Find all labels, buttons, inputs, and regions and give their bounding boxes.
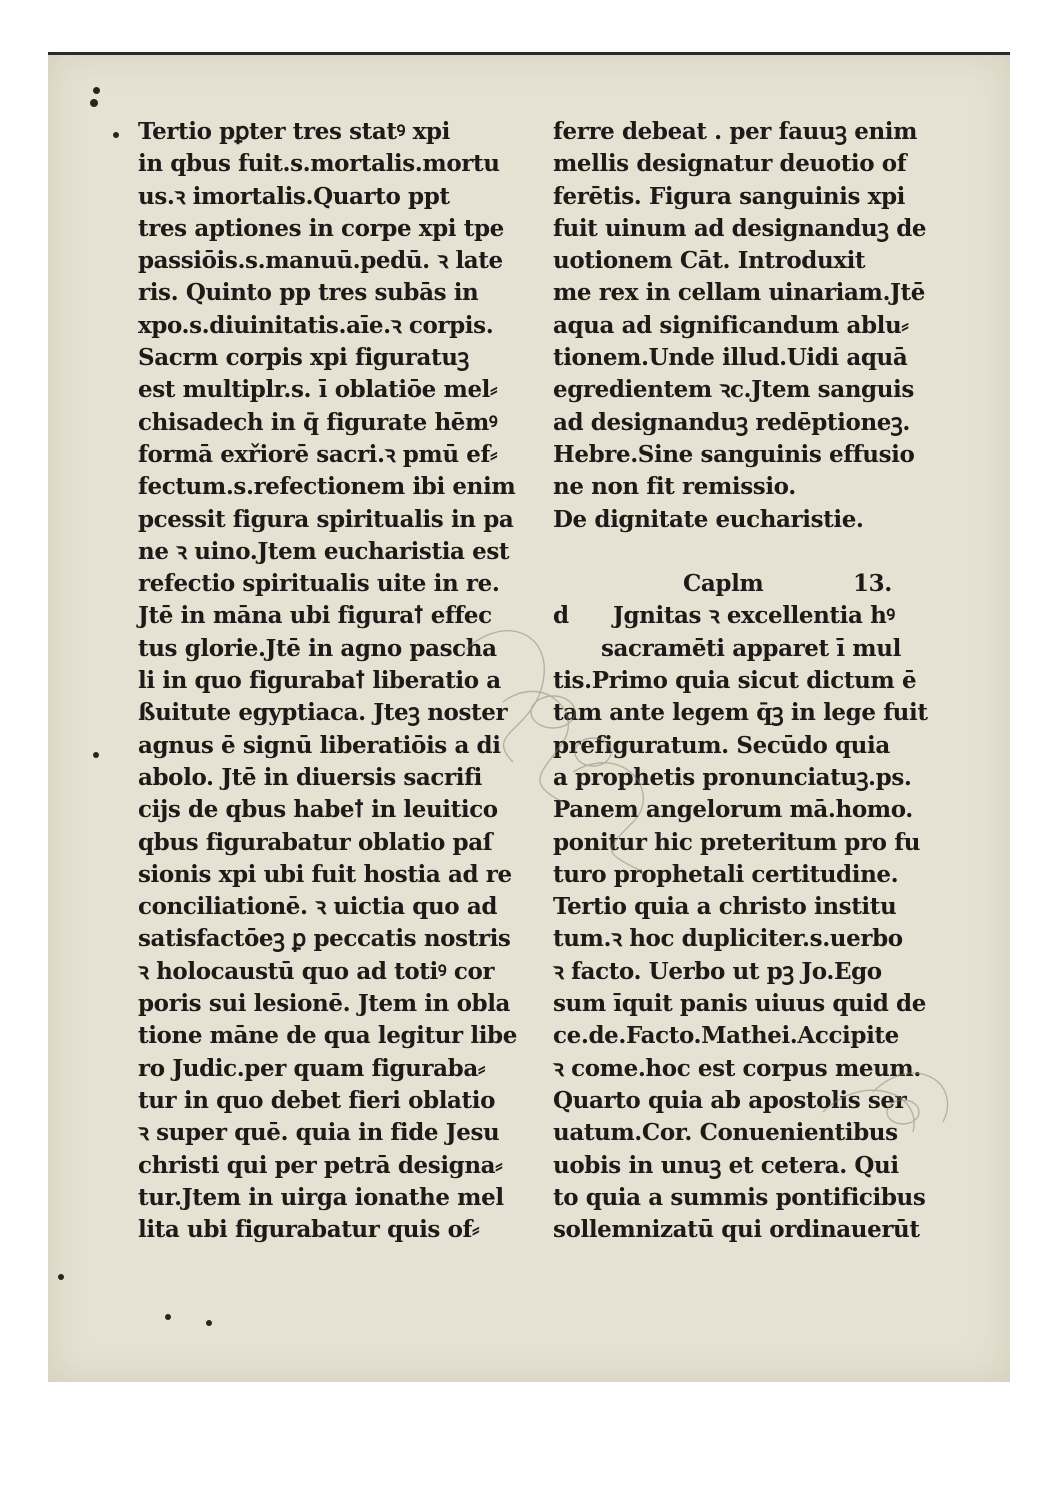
right-column-top-text bbox=[553, 116, 927, 536]
right-column-bottom-line: uatum.Cor. Conuenientibus bbox=[553, 1119, 898, 1147]
guide-letter: d bbox=[553, 602, 569, 630]
left-column-line: Sacrm corpis xpi figuratuꝫ bbox=[138, 344, 469, 372]
right-column-top-line: ne non fit remissio. bbox=[553, 473, 796, 501]
left-column-line: tres aptiones in corpe xpi tpe bbox=[138, 214, 504, 242]
right-column-bottom-line: tis.Primo quia sicut dictum ē bbox=[553, 667, 917, 695]
right-column-bottom-line: ꝛ come.hoc est corpus meum. bbox=[553, 1054, 921, 1082]
right-column-top-line: uotionem Cāt. Introduxit bbox=[553, 247, 866, 275]
right-text-column bbox=[553, 116, 928, 1246]
ink-dot bbox=[206, 1320, 212, 1326]
right-column-bottom-line: sum īquit panis uiuus quid de bbox=[553, 990, 926, 1018]
left-column-line: tus glorie.Jtē in agno pascha bbox=[138, 634, 497, 662]
right-column-bottom-line: Panem angelorum mā.homo. bbox=[553, 796, 913, 824]
left-column-line: passiōis.s.manuū.pedū. ꝛ late bbox=[138, 247, 503, 275]
left-column-line: xpo.s.diuinitatis.aīe.ꝛ corpis. bbox=[138, 311, 494, 339]
right-column-bottom-line: ce.de.Facto.Mathei.Accipite bbox=[553, 1022, 899, 1050]
right-column-bottom-line: tum.ꝛ hoc dupliciter.s.uerbo bbox=[553, 925, 903, 953]
left-column-line: ꝛ super quē. quia in fide Jesu bbox=[138, 1119, 500, 1147]
left-text-column bbox=[138, 116, 517, 1246]
left-column-line: li in quo figurabaꝉ liberatio a bbox=[138, 667, 501, 695]
right-column-bottom-line: sacramēti apparet ī mul bbox=[601, 634, 901, 662]
left-column-line: qbus figurabatur oblatio paſ bbox=[138, 828, 493, 856]
right-column-bottom-line: tam ante legem q̄ꝫ in lege fuit bbox=[553, 699, 928, 727]
left-column-line: ris. Quinto pp tres subās in bbox=[138, 279, 479, 307]
chapter-heading bbox=[553, 568, 903, 600]
left-column-line: agnus ē signū liberatiōis a di bbox=[138, 731, 501, 759]
right-column-bottom-line: uobis in unuꝫ et cetera. Qui bbox=[553, 1151, 899, 1179]
chapter-opening-line bbox=[553, 600, 903, 632]
right-column-top-line: De dignitate eucharistie. bbox=[553, 505, 864, 533]
left-column-line: fectum.s.refectionem ibi enim bbox=[138, 473, 516, 501]
left-column-line: poris sui lesionē. Jtem in obla bbox=[138, 990, 511, 1018]
left-column-line: formā exřiorē sacri.ꝛ pmū ef⸗ bbox=[138, 440, 498, 468]
left-column-line: cijs de qbus habeꝉ in leuitico bbox=[138, 796, 498, 824]
right-column-bottom-line: to quia a summis pontificibus bbox=[553, 1183, 926, 1211]
ink-dot bbox=[58, 1274, 64, 1280]
right-column-top-line: egredientem ꝛc.Jtem sanguis bbox=[553, 376, 914, 404]
blank-line bbox=[553, 536, 903, 568]
left-column-line: refectio spiritualis uite in re. bbox=[138, 570, 500, 598]
ink-dot bbox=[165, 1314, 171, 1320]
left-column-line: ro Judic.per quam figuraba⸗ bbox=[138, 1054, 486, 1082]
ink-dot bbox=[93, 752, 99, 758]
right-column-top-line: aqua ad significandum ablu⸗ bbox=[553, 311, 909, 339]
right-column-bottom-text bbox=[553, 633, 928, 1247]
right-column-bottom-line: turo prophetali certitudine. bbox=[553, 860, 899, 888]
chapter-number: 13. bbox=[853, 570, 892, 598]
manuscript-page bbox=[48, 52, 1010, 1382]
right-column-top-line: mellis designatur deuotio of bbox=[553, 150, 907, 178]
right-column-top-line: ad designanduꝫ redēptioneꝫ. bbox=[553, 408, 910, 436]
right-column-bottom-line: sollemnizatū qui ordinauerūt bbox=[553, 1216, 920, 1244]
left-column-line: tione māne de qua legitur libe bbox=[138, 1022, 517, 1050]
left-column-line: tur.Jtem in uirga ionathe mel bbox=[138, 1183, 504, 1211]
right-column-top-line: Hebre.Sine sanguinis effusio bbox=[553, 440, 915, 468]
left-column-line: conciliationē. ꝛ uictia quo ad bbox=[138, 893, 498, 921]
opening-line-text: Jgnitas ꝛ excellentia hꝰ bbox=[613, 602, 895, 630]
right-column-bottom-line: ponitur hic preteritum pro fu bbox=[553, 828, 921, 856]
left-column-line: abolo. Jtē in diuersis sacrifi bbox=[138, 763, 482, 791]
right-column-bottom-line: Tertio quia a christo institu bbox=[553, 893, 897, 921]
left-column-line: ßuitute egyptiaca. Jteꝫ noster bbox=[138, 699, 508, 727]
left-column-line: Tertio pꝑter tres statꝰ xpi bbox=[138, 118, 450, 145]
left-column-line: ne ꝛ uino.Jtem eucharistia est bbox=[138, 537, 510, 565]
ink-dot bbox=[90, 99, 98, 107]
left-column-line: tur in quo debet fieri oblatio bbox=[138, 1086, 496, 1114]
right-column-bottom-line: Quarto quia ab apostolis ser bbox=[553, 1086, 907, 1114]
left-column-line: ꝛ holocaustū quo ad totiꝰ cor bbox=[138, 957, 495, 985]
right-column-bottom-line: prefiguratum. Secūdo quia bbox=[553, 731, 890, 759]
chapter-title: Caplm bbox=[683, 570, 764, 598]
right-column-bottom-line: a prophetis pronunciatuꝫ.ps. bbox=[553, 763, 912, 791]
right-column-top-line: tionem.Unde illud.Uidi aquā bbox=[553, 344, 908, 372]
left-column-line: sionis xpi ubi fuit hostia ad re bbox=[138, 860, 512, 888]
left-column-line: christi qui per petrā designa⸗ bbox=[138, 1151, 503, 1179]
right-column-top-line: ferre debeat . per fauuꝫ enim bbox=[553, 118, 918, 145]
left-column-line: chisadech in q̄ figurate hēmꝰ bbox=[138, 408, 498, 436]
left-column-line: in qbus fuit.s.mortalis.mortu bbox=[138, 150, 500, 178]
left-column-line: lita ubi figurabatur quis of⸗ bbox=[138, 1216, 480, 1244]
left-column-line: us.ꝛ imortalis.Quarto ppt bbox=[138, 182, 450, 210]
ink-dot bbox=[93, 87, 100, 94]
left-column-line: est multiplr.s. ī oblatiōe mel⸗ bbox=[138, 376, 498, 404]
left-column-line: pcessit figura spiritualis in pa bbox=[138, 505, 514, 533]
right-column-top-line: me rex in cellam uinariam.Jtē bbox=[553, 279, 925, 307]
right-column-top-line: ferētis. Figura sanguinis xpi bbox=[553, 182, 905, 210]
right-column-bottom-line: ꝛ facto. Uerbo ut pꝫ Jo.Ego bbox=[553, 957, 882, 985]
ink-dot bbox=[113, 132, 119, 138]
right-column-top-line: fuit uinum ad designanduꝫ de bbox=[553, 214, 927, 242]
left-column-line: satisfactōeꝫ ꝑ peccatis nostris bbox=[138, 925, 511, 953]
left-column-line: Jtē in māna ubi figuraꝉ effec bbox=[138, 602, 492, 630]
page-edge bbox=[48, 52, 1010, 55]
